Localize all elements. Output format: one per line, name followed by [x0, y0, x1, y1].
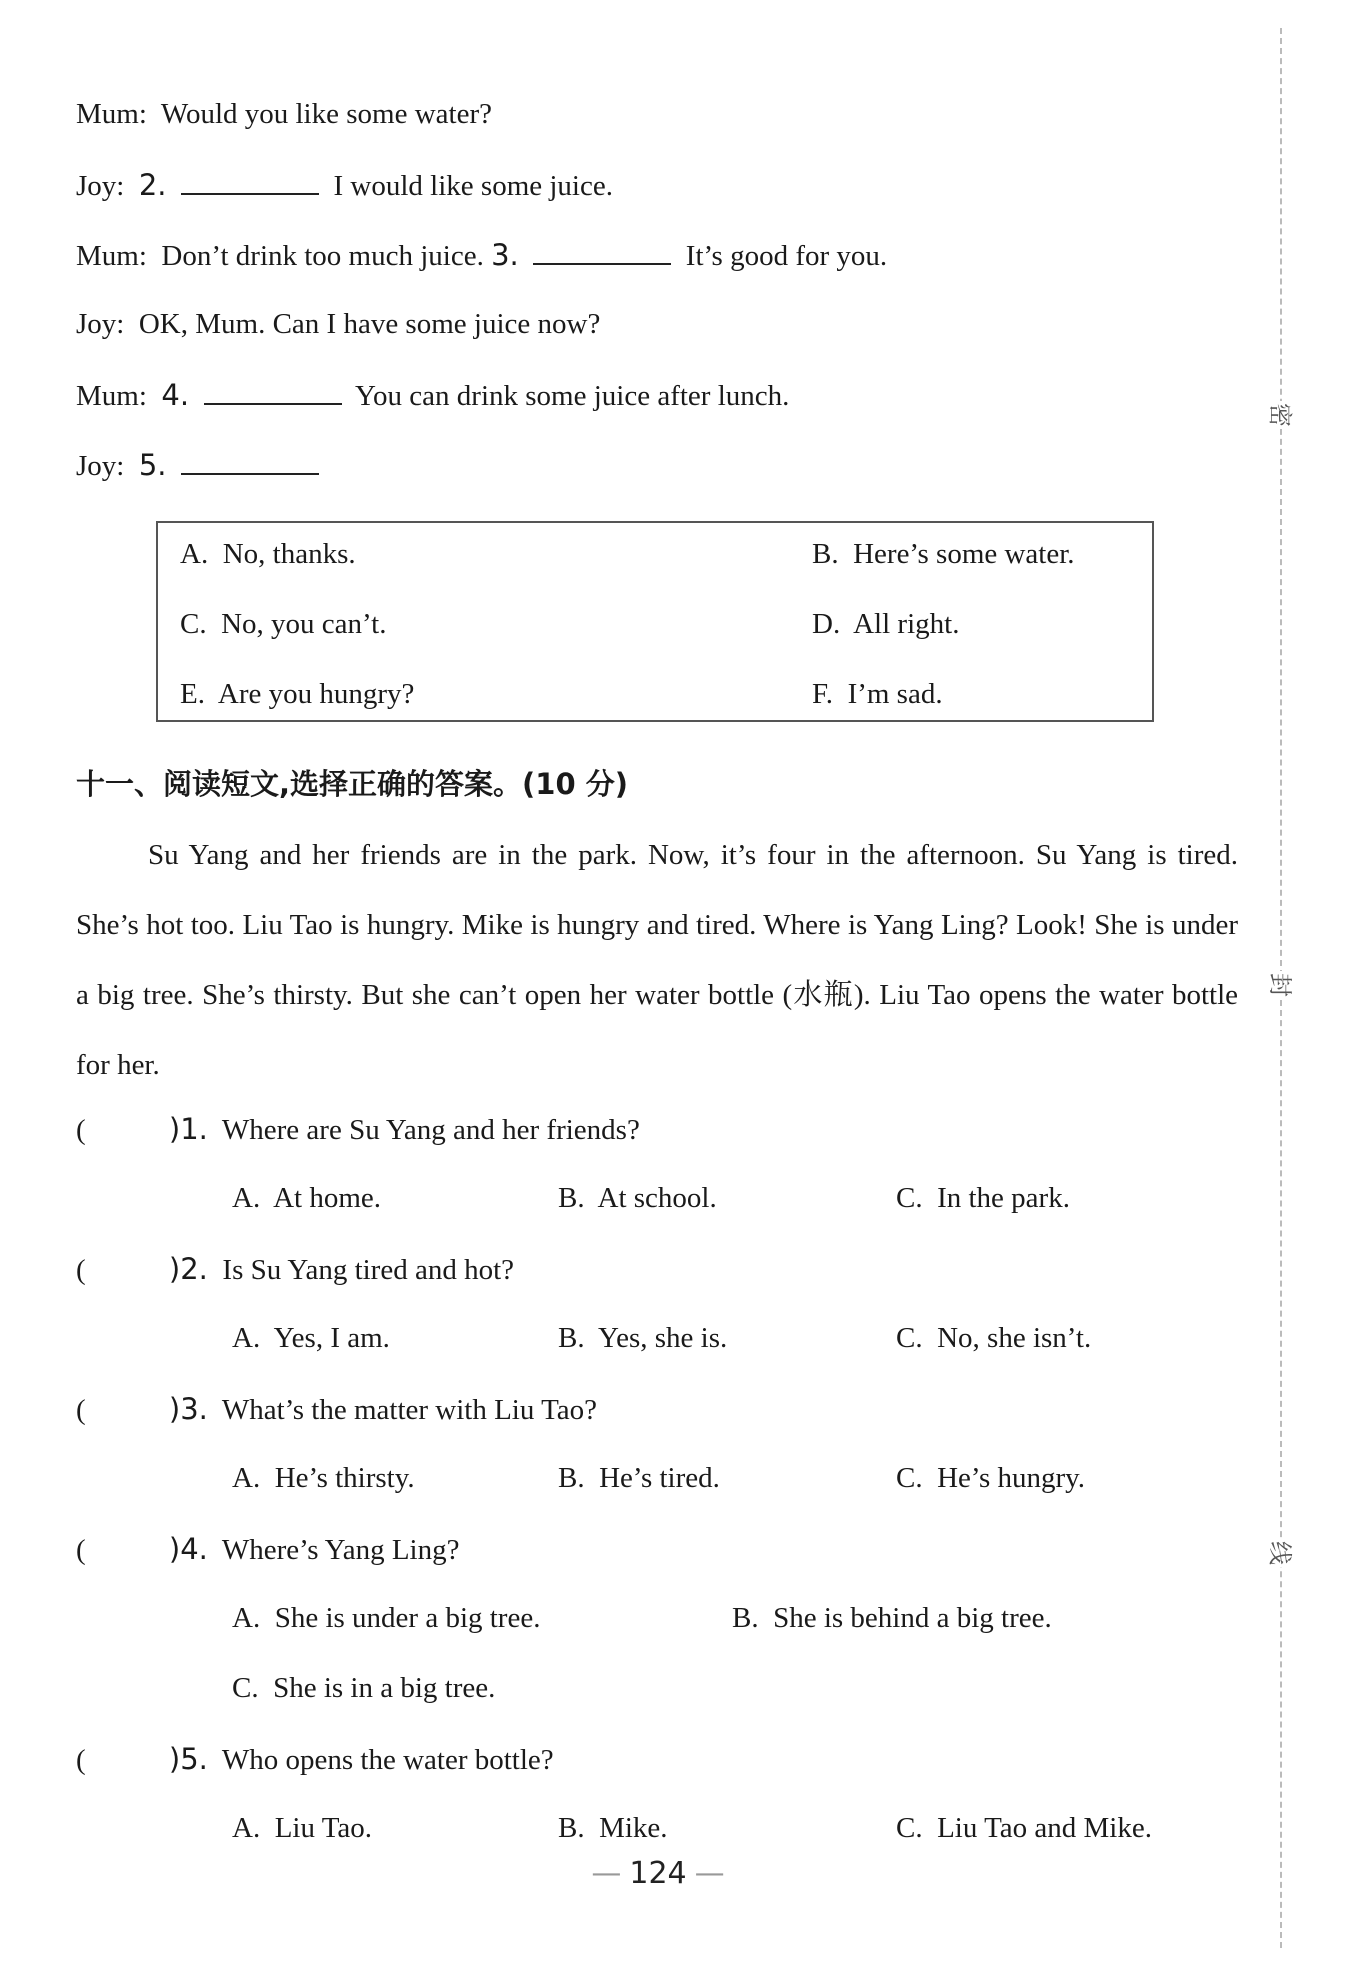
dialogue-text: You can drink some juice after lunch. — [355, 380, 790, 412]
speaker: Mum: — [76, 380, 147, 412]
speaker: Mum: — [76, 98, 147, 130]
question-number: )5. — [168, 1742, 208, 1776]
blank-number: 4. — [161, 378, 190, 412]
answer-paren-open: ( — [76, 1114, 86, 1146]
option-text: No, thanks. — [222, 538, 356, 570]
answer-paren-open: ( — [76, 1254, 86, 1286]
choice-1a[interactable]: A. At home. — [232, 1182, 382, 1214]
question-number: )3. — [168, 1392, 208, 1426]
option-letter: A. — [180, 538, 209, 570]
dialogue-text: Would you like some water? — [160, 98, 492, 130]
choice-2c[interactable]: C. No, she isn’t. — [896, 1322, 1092, 1354]
question-number: )1. — [168, 1112, 208, 1146]
question-text: Where are Su Yang and her friends? — [221, 1114, 640, 1146]
blank-number: 2. — [138, 168, 167, 202]
speaker: Joy: — [76, 170, 125, 202]
option-a — [180, 538, 356, 571]
option-text: All right. — [853, 608, 960, 640]
speaker: Mum: — [76, 240, 147, 272]
question-text: Who opens the water bottle? — [221, 1744, 554, 1776]
dialogue-line-5 — [76, 378, 789, 413]
speaker: Joy: — [76, 308, 125, 340]
dialogue-line-6 — [76, 448, 319, 483]
option-letter: B. — [812, 538, 839, 570]
choice-1b[interactable]: B. At school. — [558, 1182, 717, 1214]
dialogue-line-3 — [76, 238, 887, 273]
choice-1c[interactable]: C. In the park. — [896, 1182, 1070, 1214]
option-d — [812, 608, 959, 641]
question-text: Is Su Yang tired and hot? — [222, 1254, 515, 1286]
option-text: Are you hungry? — [217, 678, 415, 710]
section-heading: 十一、阅读短文,选择正确的答案。(10 分) — [76, 767, 628, 801]
dialogue-text: I would like some juice. — [333, 170, 613, 202]
question-2 — [76, 1252, 514, 1287]
option-c — [180, 608, 386, 641]
reading-passage — [76, 820, 1238, 1100]
option-text: I’m sad. — [847, 678, 943, 710]
option-text: Here’s some water. — [853, 538, 1075, 570]
question-5 — [76, 1742, 554, 1777]
dialogue-text: OK, Mum. Can I have some juice now? — [138, 308, 601, 340]
dialogue-text: Don’t drink too much juice. — [161, 240, 484, 272]
question-number: )4. — [168, 1532, 208, 1566]
option-text: No, you can’t. — [221, 608, 387, 640]
choice-5b[interactable]: B. Mike. — [558, 1812, 668, 1844]
blank-number: 3. — [491, 238, 519, 272]
choice-4b[interactable]: B. She is behind a big tree. — [732, 1602, 1052, 1634]
question-text: What’s the matter with Liu Tao? — [221, 1394, 598, 1426]
dialogue-line-2 — [76, 168, 613, 203]
dialogue-text: It’s good for you. — [685, 240, 888, 272]
answer-paren-open: ( — [76, 1534, 86, 1566]
option-letter: C. — [180, 608, 207, 640]
question-number: )2. — [168, 1252, 208, 1286]
question-4 — [76, 1532, 459, 1567]
choice-4c[interactable]: C. She is in a big tree. — [232, 1672, 496, 1704]
question-1 — [76, 1112, 640, 1147]
choice-2b[interactable]: B. Yes, she is. — [558, 1322, 728, 1354]
question-text: Where’s Yang Ling? — [221, 1534, 460, 1566]
choice-3b[interactable]: B. He’s tired. — [558, 1462, 720, 1494]
passage-text: Su Yang and her friends are in the park. Now, it’s four in the afternoon. Su Yang is tired. She’s hot too. Liu Tao is hungry. Mike is hungry and tired. Where is Yang Ling? Look! She is under a big tree. She’s thirsty. But she can’t open her water bottle (水瓶). Liu Tao opens the water bottle for her. — [76, 839, 1238, 1081]
choice-5c[interactable]: C. Liu Tao and Mike. — [896, 1812, 1152, 1844]
choice-3c[interactable]: C. He’s hungry. — [896, 1462, 1086, 1494]
page-dash-left: — — [591, 1856, 622, 1891]
margin-label-feng: 封 — [1263, 971, 1297, 999]
option-letter: E. — [180, 678, 205, 710]
blank-number: 5. — [138, 448, 167, 482]
margin-label-xian: 线 — [1263, 1539, 1297, 1567]
answer-paren-open: ( — [76, 1394, 86, 1426]
choice-2a[interactable]: A. Yes, I am. — [232, 1322, 390, 1354]
question-3 — [76, 1392, 597, 1427]
page-number — [0, 1856, 1316, 1891]
option-e — [180, 678, 414, 711]
speaker: Joy: — [76, 450, 125, 482]
answer-blank[interactable] — [204, 381, 342, 405]
dialogue-line-1 — [76, 98, 492, 131]
page-number-text: 124 — [629, 1856, 687, 1891]
answer-blank[interactable] — [181, 451, 319, 475]
page-dash-right: — — [694, 1856, 725, 1891]
answer-blank[interactable] — [181, 171, 319, 195]
margin-label-mi: 密 — [1263, 401, 1297, 429]
option-b — [812, 538, 1075, 571]
option-letter: D. — [812, 608, 841, 640]
answer-paren-open: ( — [76, 1744, 86, 1776]
option-letter: F. — [812, 678, 834, 710]
dialogue-line-4 — [76, 308, 600, 341]
answer-blank[interactable] — [533, 241, 671, 265]
choice-5a[interactable]: A. Liu Tao. — [232, 1812, 373, 1844]
option-f — [812, 678, 943, 711]
choice-4a[interactable]: A. She is under a big tree. — [232, 1602, 541, 1634]
choice-3a[interactable]: A. He’s thirsty. — [232, 1462, 415, 1494]
